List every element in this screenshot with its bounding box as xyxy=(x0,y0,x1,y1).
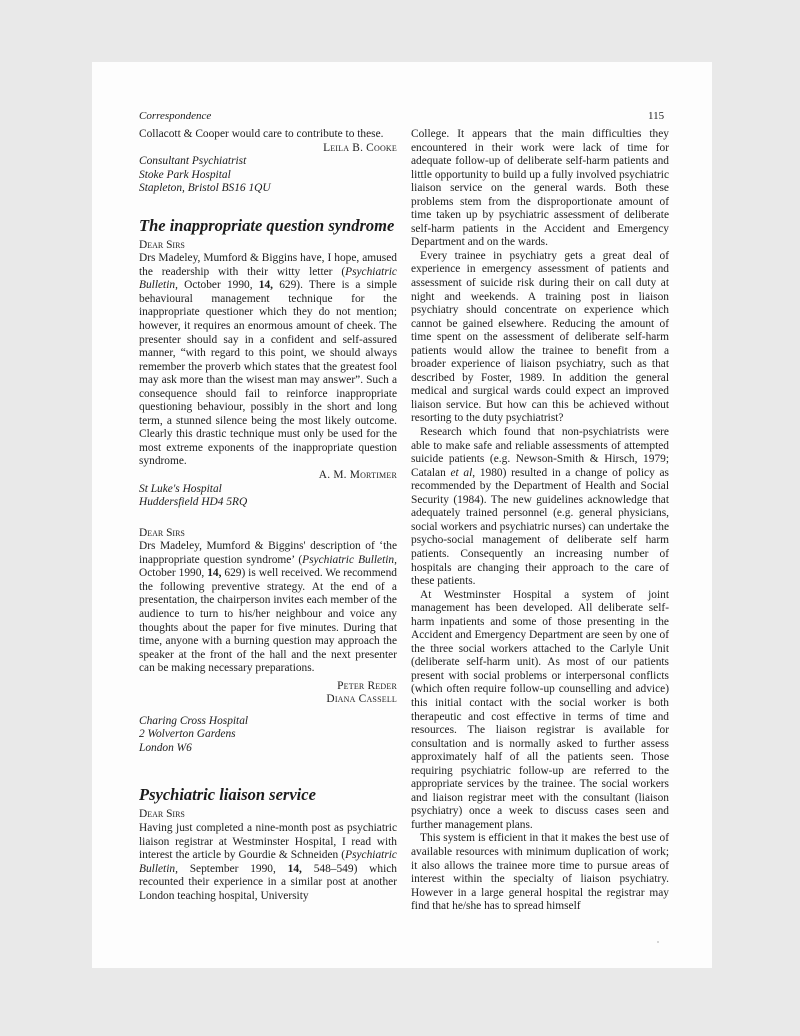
signature-cassell: Diana Cassell xyxy=(326,693,397,706)
left-column xyxy=(139,128,397,903)
journal-citation: Psychiatric Bulletin, xyxy=(139,849,397,875)
continuation-text: Collacott & Cooper would care to contribute to these. xyxy=(139,128,384,140)
address-line: London W6 xyxy=(139,741,192,754)
address-line: 2 Wolverton Gardens xyxy=(139,728,236,741)
address-line: Charing Cross Hospital xyxy=(139,714,249,727)
journal-citation: Psychiatric Bulletin xyxy=(139,265,397,292)
signature-reder: Peter Reder xyxy=(337,679,397,692)
running-head: Correspondence xyxy=(139,110,212,122)
page-number: 115 xyxy=(648,110,665,122)
address-line: Stapleton, Bristol BS16 1QU xyxy=(139,182,271,195)
et-al: et al xyxy=(450,466,473,479)
address-line: St Luke's Hospital xyxy=(139,482,222,495)
paragraph: Research which found that non-psychiatrists were able to make safe and reliable assessments of attempted suicide patients (e.g. Newson-Smith & Hirsch, 1979; Catalan et al, 1980) resulted in a change of policy as recommended by the Department of Health and Social Security (1984). The new guidelines acknowledge that adequately trained personnel (e.g. general physicians, social workers and psychiatric nurses) can undertake the psycho-social management of deliberate self harm patients. Consequently an increasing number of hospitals are changing their approach to the care of these patients. xyxy=(411,426,669,588)
paragraph: Every trainee in psychiatry gets a great deal of experience in emergency assessment of patients and assessment of suicide risk during their on call duty at night and weekends. A training post in liaison psychiatry should concentrate on experience which cannot be gained elsewhere. Reducing the amount of time spent on the assessment of deliberate self-harm patients would allow the trainee to benefit from a broader experience of liaison psychiatry, such as that described by Foster, 1989. In addition the general medical and surgical wards could expect an improved liaison service. But how can this be achieved without resorting to the duty psychiatrist? xyxy=(411,249,669,425)
letter-body: Having just completed a nine-month post as psychiatric liaison registrar at Westminster Hospital, I read with interest the article by Gourdie & Schneiden (Psychiatric Bulletin, September 1990, 14, 548–549) which recounted their experience in a similar post at another London teaching hospital, University xyxy=(139,821,397,902)
salutation: Dear Sirs xyxy=(139,238,185,251)
signature-cooke: Leila B. Cooke xyxy=(323,141,397,154)
letter-title: Psychiatric liaison service xyxy=(139,785,316,805)
letter-body: Drs Madeley, Mumford & Biggins' description of ‘the inappropriate question syndrome’ (Psychiatric Bulletin, October 1990, 14, 629) is well received. We recommend the following preventive strategy. At the end of a presentation, the chairperson invites each member of the audience to turn to his/her neighbour and voice any thoughts about the paper for five minutes. During that time, anyone with a burning question may approach the speaker at the front of the hall and the next presenter can be making necessary preparations. xyxy=(139,540,397,675)
volume-number: 14, xyxy=(287,862,302,875)
volume-number: 14, xyxy=(207,567,222,580)
signature-mortimer: A. M. Mortimer xyxy=(318,469,397,482)
paragraph: At Westminster Hospital a system of joint management has been developed. All deliberate self-harm inpatients and some of those presenting in the Accident and Emergency Department are seen by one of the three social workers attached to the Carlyle Unit (deliberate self-harm unit). As most of our patients present with social problems or interpersonal conflicts (which often require follow-up counselling and advice) this initial contact with the social worker is both therapeutic and cost effective in terms of time and resources. The liaison registrar is available for consultation and is normally asked to further assess approximately half of all the patients seen. Those requiring psychiatric follow-up are referred to the appropriate services by the trainee. The social workers and liaison registrar meet with the consultant (liaison psychiatry) once a week to discuss cases seen and further management plans. xyxy=(411,588,669,831)
salutation: Dear Sirs xyxy=(139,808,185,821)
address-line: Stoke Park Hospital xyxy=(139,168,231,181)
salutation: Dear Sirs xyxy=(139,526,185,539)
volume-number: 14, xyxy=(258,279,274,292)
paragraph: This system is efficient in that it makes the best use of available resources with minimum duplication of work; it also allows the trainee more time to pursue areas of interest within the specialty of liaison psychiatry. However in a large general hospital the registrar may find that he/she has to spread himself xyxy=(411,832,669,913)
right-column xyxy=(411,128,669,914)
address-line: Huddersfield HD4 5RQ xyxy=(139,496,248,509)
journal-citation: Psychiatric Bulletin xyxy=(302,553,395,566)
scan-speck xyxy=(657,941,659,943)
paragraph: College. It appears that the main difficulties they encountered in their work were lack of time for adequate follow-up of deliberate self-harm patients and little opportunity to build up a fully involved psychiatric liaison service on the general wards. Both these problems stem from the disproportionate amount of time taken up by psychiatric assessment of deliberate self-harm patients in the Accident and Emergency Department and on the wards. xyxy=(411,128,669,249)
letter-title: The inappropriate question syndrome xyxy=(139,215,395,235)
letter-body: Drs Madeley, Mumford & Biggins have, I hope, amused the readership with their witty letter (Psychiatric Bulletin, October 1990, 14, 629). There is a simple behavioural management technique for the inappropriate questioner which they do not mention; however, it requires an enormous amount of cheek. The presenter should say in a confident and self-assured manner, “with regard to this point, we should always remember the proverb which states that the greatest fool may ask more than the wisest man may answer”. Such a consequence should fail to reinforce inappropriate questioning behaviour, possibly in the short and long term, a stunned silence being the most likely outcome. Clearly this drastic technique must only be used for the most extreme exponents of the inappropriate question syndrome. xyxy=(139,252,397,468)
address-line: Consultant Psychiatrist xyxy=(139,155,247,168)
